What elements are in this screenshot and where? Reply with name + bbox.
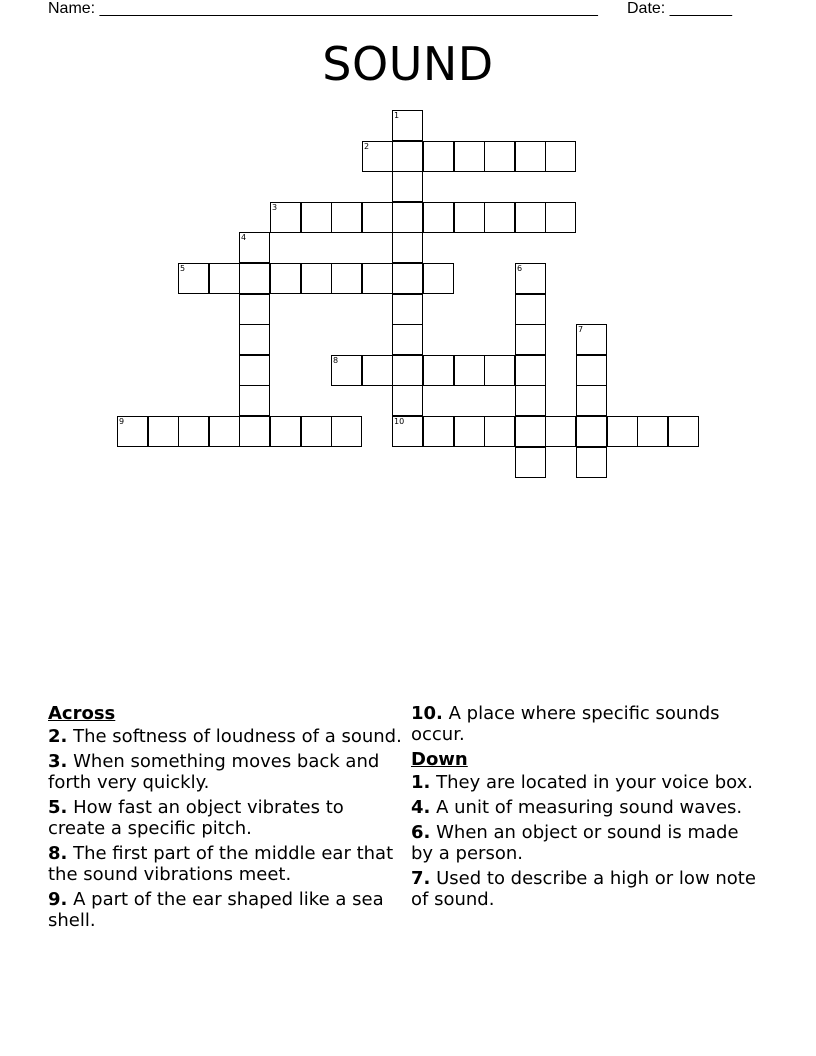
- grid-cell[interactable]: [423, 355, 454, 386]
- grid-cell[interactable]: [423, 416, 454, 447]
- grid-cell[interactable]: [515, 385, 546, 416]
- grid-cell[interactable]: [392, 141, 423, 172]
- grid-cell[interactable]: [270, 416, 301, 447]
- clue-number: 3: [272, 203, 278, 212]
- crossword-grid: [0, 0, 816, 500]
- grid-cell[interactable]: [454, 355, 485, 386]
- grid-cell[interactable]: [515, 202, 546, 233]
- grid-cell[interactable]: [331, 263, 362, 294]
- grid-cell[interactable]: [515, 141, 546, 172]
- grid-cell[interactable]: [392, 232, 423, 263]
- grid-cell[interactable]: [362, 202, 393, 233]
- clue-number: 1: [394, 111, 400, 120]
- grid-cell[interactable]: [576, 416, 607, 447]
- across-clue: 10. A place where specific sounds occur.: [411, 703, 720, 745]
- name-label: Name:: [48, 0, 96, 17]
- clue-number: 7: [578, 325, 584, 334]
- clue-number: 4: [241, 233, 247, 242]
- clue-number: 6: [517, 264, 523, 273]
- grid-cell[interactable]: [301, 202, 332, 233]
- grid-cell[interactable]: [209, 416, 240, 447]
- clue-number: 9: [119, 417, 125, 426]
- grid-cell[interactable]: [515, 416, 546, 447]
- puzzle-title: SOUND: [322, 37, 494, 91]
- grid-cell[interactable]: [117, 416, 148, 447]
- grid-cell[interactable]: [392, 355, 423, 386]
- grid-cell[interactable]: [239, 416, 270, 447]
- grid-cell[interactable]: [454, 141, 485, 172]
- grid-cell[interactable]: [576, 355, 607, 386]
- grid-cell[interactable]: [301, 416, 332, 447]
- grid-cell[interactable]: [545, 416, 576, 447]
- across-clue: 9. A part of the ear shaped like a sea shell.: [48, 889, 384, 931]
- across-clue: 5. How fast an object vibrates to create a specific pitch.: [48, 797, 344, 839]
- grid-cell[interactable]: [515, 324, 546, 355]
- grid-cell[interactable]: [209, 263, 240, 294]
- grid-cell[interactable]: [392, 385, 423, 416]
- grid-cell[interactable]: [423, 202, 454, 233]
- grid-cell[interactable]: [239, 385, 270, 416]
- grid-cell[interactable]: [392, 294, 423, 325]
- grid-cell[interactable]: [545, 141, 576, 172]
- across-clue: 3. When something moves back and forth very quickly.: [48, 751, 380, 793]
- grid-cell[interactable]: [607, 416, 638, 447]
- grid-cell[interactable]: [392, 202, 423, 233]
- grid-cell[interactable]: [362, 355, 393, 386]
- grid-cell[interactable]: [239, 263, 270, 294]
- grid-cell[interactable]: [270, 263, 301, 294]
- grid-cell[interactable]: [515, 263, 546, 294]
- clue-number: 8: [333, 356, 339, 365]
- grid-cell[interactable]: [148, 416, 179, 447]
- grid-cell[interactable]: [331, 416, 362, 447]
- down-clue: 1. They are located in your voice box.: [411, 772, 753, 793]
- date-label: Date:: [627, 0, 666, 17]
- grid-cell[interactable]: [668, 416, 699, 447]
- date-line: _______: [669, 0, 732, 17]
- grid-cell[interactable]: [515, 355, 546, 386]
- grid-cell[interactable]: [362, 141, 393, 172]
- grid-cell[interactable]: [576, 324, 607, 355]
- down-heading: Down: [411, 749, 468, 770]
- grid-cell[interactable]: [239, 232, 270, 263]
- grid-cell[interactable]: [392, 110, 423, 141]
- grid-cell[interactable]: [270, 202, 301, 233]
- grid-cell[interactable]: [545, 202, 576, 233]
- grid-cell[interactable]: [331, 355, 362, 386]
- grid-cell[interactable]: [637, 416, 668, 447]
- grid-cell[interactable]: [576, 447, 607, 478]
- clues-right-column: [411, 703, 756, 914]
- grid-cell[interactable]: [515, 294, 546, 325]
- grid-cell[interactable]: [484, 141, 515, 172]
- grid-cell[interactable]: [576, 385, 607, 416]
- down-clue: 6. When an object or sound is made by a person.: [411, 822, 739, 864]
- grid-cell[interactable]: [423, 263, 454, 294]
- grid-cell[interactable]: [239, 324, 270, 355]
- grid-cell[interactable]: [392, 263, 423, 294]
- grid-cell[interactable]: [484, 355, 515, 386]
- grid-cell[interactable]: [515, 447, 546, 478]
- down-clue: 7. Used to describe a high or low note of sound.: [411, 868, 756, 910]
- across-clue: 2. The softness of loudness of a sound.: [48, 726, 402, 747]
- grid-cell[interactable]: [239, 294, 270, 325]
- grid-cell[interactable]: [392, 416, 423, 447]
- clue-number: 2: [364, 142, 370, 151]
- grid-cell[interactable]: [454, 416, 485, 447]
- grid-cell[interactable]: [392, 324, 423, 355]
- grid-cell[interactable]: [423, 141, 454, 172]
- grid-cell[interactable]: [301, 263, 332, 294]
- grid-cell[interactable]: [484, 416, 515, 447]
- grid-cell[interactable]: [454, 202, 485, 233]
- grid-cell[interactable]: [178, 416, 209, 447]
- clue-number: 10: [394, 417, 405, 426]
- across-heading: Across: [48, 703, 116, 724]
- clue-number: 5: [180, 264, 186, 273]
- grid-cell[interactable]: [484, 202, 515, 233]
- grid-cell[interactable]: [392, 171, 423, 202]
- grid-cell[interactable]: [331, 202, 362, 233]
- across-clue: 8. The first part of the middle ear that the sound vibrations meet.: [48, 843, 394, 885]
- down-clue: 4. A unit of measuring sound waves.: [411, 797, 743, 818]
- grid-cell[interactable]: [178, 263, 209, 294]
- clues-left-column: [48, 703, 403, 935]
- grid-cell[interactable]: [362, 263, 393, 294]
- grid-cell[interactable]: [239, 355, 270, 386]
- name-line: ________________________________________________________: [99, 0, 598, 17]
